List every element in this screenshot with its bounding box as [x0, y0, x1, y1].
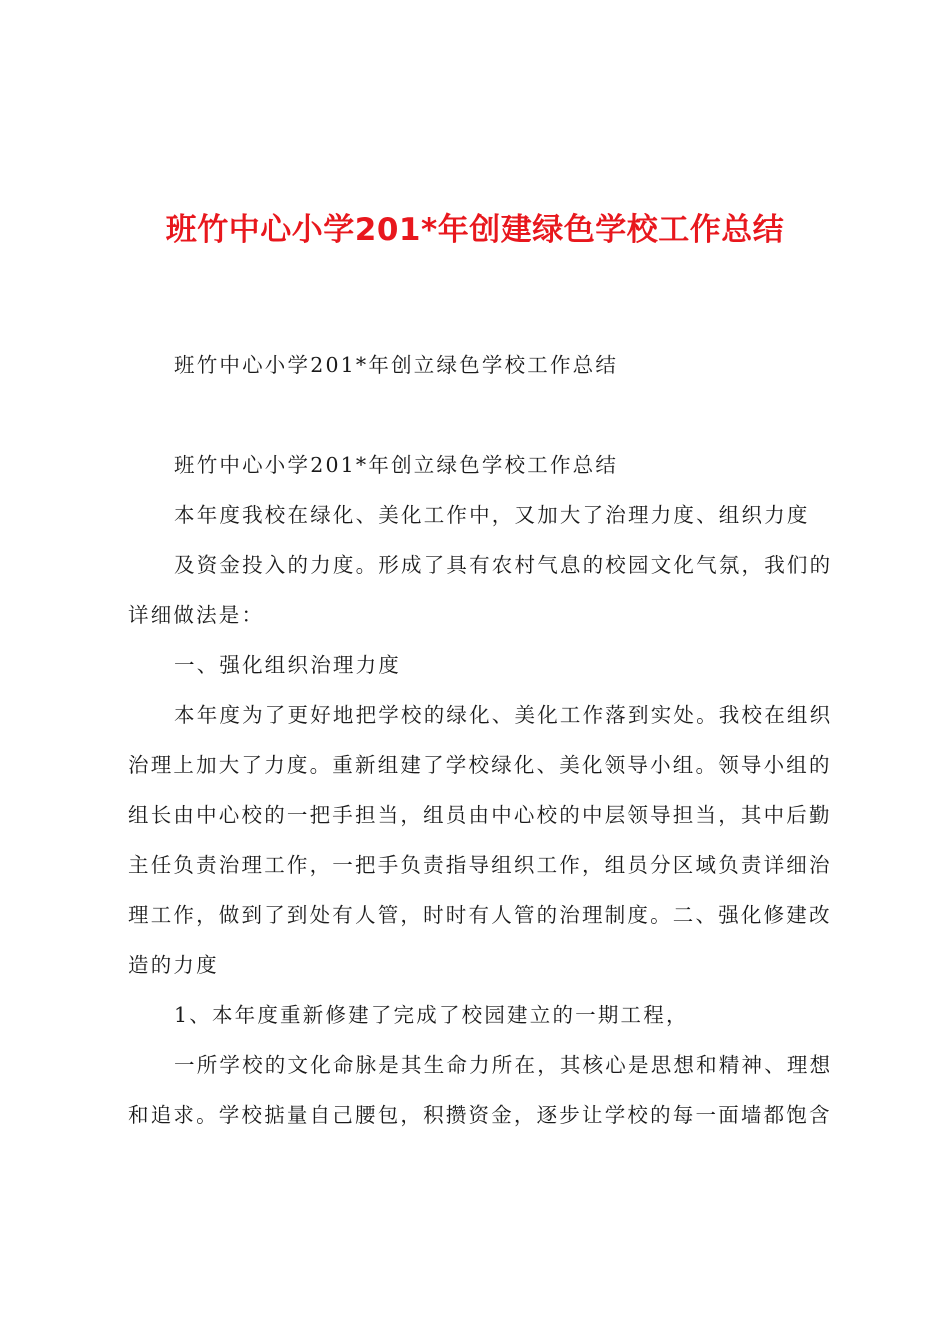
text-line: 及资金投入的力度。形成了具有农村气息的校园文化气氛，我们的: [174, 553, 833, 577]
text-line: 本年度为了更好地把学校的绿化、美化工作落到实处。我校在组织: [174, 703, 833, 727]
text-line: 理工作，做到了到处有人管，时时有人管的治理制度。二、强化修建改: [128, 903, 832, 927]
text-line: 和追求。学校掂量自己腰包，积攒资金，逐步让学校的每一面墙都饱含: [128, 1103, 832, 1127]
text-line: 班竹中心小学201*年创立绿色学校工作总结: [174, 453, 619, 477]
text-line: 班竹中心小学201*年创立绿色学校工作总结: [174, 353, 619, 377]
section-heading: 一、强化组织治理力度: [174, 653, 401, 677]
text-line: 治理上加大了力度。重新组建了学校绿化、美化领导小组。领导小组的: [128, 753, 832, 777]
text-line: 造的力度: [128, 953, 219, 977]
text-line: 本年度我校在绿化、美化工作中，又加大了治理力度、组织力度: [174, 503, 810, 527]
text-line: 详细做法是：: [128, 603, 265, 627]
text-line: 主任负责治理工作，一把手负责指导组织工作，组员分区域负责详细治: [128, 853, 832, 877]
text-line: 1、本年度重新修建了完成了校园建立的一期工程，: [174, 1003, 689, 1027]
text-line: 组长由中心校的一把手担当，组员由中心校的中层领导担当，其中后勤: [128, 803, 832, 827]
document-title: 班竹中心小学201*年创建绿色学校工作总结: [165, 212, 785, 248]
text-line: 一所学校的文化命脉是其生命力所在，其核心是思想和精神、理想: [174, 1053, 833, 1077]
